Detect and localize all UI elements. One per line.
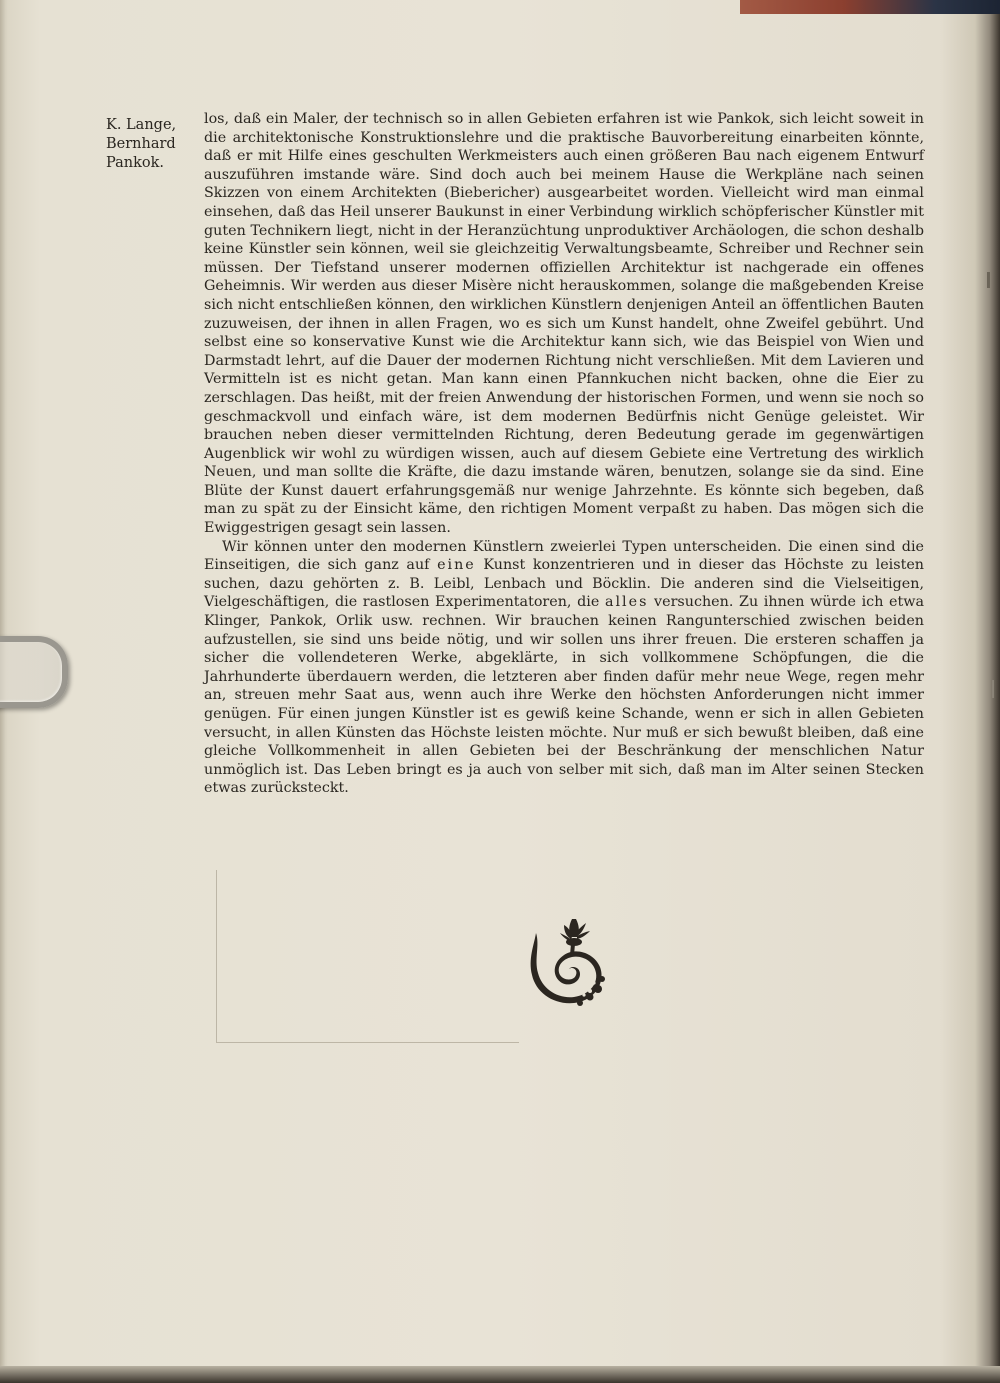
paragraph-1: los, daß ein Maler, der technisch so in allen Gebieten erfahren ist wie Pankok, sich leicht soweit in die architektonische Konstruktionslehre und die praktische Bauvorbereitung einarbeiten könnte, daß er mit Hilfe eines geschulten Werkmeisters auch einen größeren Bau nach eigenem Entwurf auszuführen imstande wäre. Sind doch auch bei meinem Hause die Werkpläne nach seinen Skizzen von einem Architekten (Biebericher) ausgearbeitet worden. Vielleicht wird man einmal einsehen, daß das Heil unserer Baukunst in einer Verbindung wirklich schöpferischer Künstler mit guten Technikern liegt, nicht in der Heranzüchtung unproduktiver Archäologen, die schon deshalb keine Künstler sein können, weil sie gleichzeitig Verwaltungsbeamte, Schreiber und Rechner sein müssen. Der Tiefstand unserer modernen offiziellen Architektur ist nachgerade ein offenes Geheimnis. Wir werden aus dieser Misère nicht herauskommen, solange die maßgebenden Kreise sich nicht entschließen können, den wirklichen Künstlern denjenigen Anteil an öffentlichen Bauten zuzuweisen, der ihnen in allen Fragen, wo es sich um Kunst handelt, ohne Zweifel gebührt. Und selbst eine so konservative Kunst wie die Architektur kann sich, wie das Beispiel von Wien und Darmstadt lehrt, auf die Dauer der modernen Richtung nicht verschließen. Mit dem Lavieren und Vermitteln ist es nicht getan. Man kann einen Pfannkuchen nicht backen, ohne die Eier zu zerschlagen. Das heißt, mit der freien Anwendung der historischen Formen, und wenn sie noch so geschmackvoll und einfach wäre, ist dem modernen Bedürfnis nicht Genüge geleistet. Wir brauchen neben dieser vermittelnden Richtung, deren Bedeutung gerade im gegenwärtigen Augenblick wir wohl zu würdigen wissen, auch auf diesem Gebiete eine Vertretung des wirklich Neuen, und man sollte die Kräfte, die dazu imstande wären, benutzen, solange sie da sind. Eine Blüte der Kunst dauert erfahrungsgemäß nur wenige Jahrzehnte. Es könnte sich begeben, daß man zu spät zu der Einsicht käme, den richtigen Moment verpaßt zu haben. Das mögen sich die Ewiggestrigen gesagt sein lassen. <box>204 111 924 537</box>
binding-cover-edge <box>740 0 1000 14</box>
emphasis-eine: eine <box>437 557 476 574</box>
margin-subject-last: Pankok. <box>106 155 164 171</box>
paragraph-2-text: Kunst konzentrieren und in dieser das Höchste zu leisten suchen, dazu gehörten z. B. Leibl, Lenbach und Böcklin. Die anderen sind die Vielseitigen, Vielgeschäftigen, die rastlosen Experimentatoren, die <box>204 557 924 611</box>
emphasis-alles: alles <box>604 594 649 611</box>
paragraph-2-text: versuchen. Zu ihnen würde ich etwa Klinger, Pankok, Orlik usw. rechnen. Wir brauchen keinen Rangunterschied zwischen beiden aufzustellen, sie sind uns beide nötig, und wir sollen uns ihrer freuen. Die ersteren schaffen ja sicher die vollendeteren Werke, abgeklärte, in sich vollkommene Schöpfungen, die die Jahrhunderte überdauern werden, die letzteren aber finden dafür mehr neue Wege, regen mehr an, streuen mehr Saat aus, wenn auch ihre Werke den höchsten Anforderungen nicht immer genügen. Für einen jungen Künstler ist es gewiß keine Schande, wenn er sich in allen Gebieten versucht, in allen Künsten das Höchste leisten möchte. Nur muß er sich bewußt bleiben, daß eine gleiche Vollkommenheit in allen Gebieten bei der Beschränkung der menschlichen Natur unmöglich ist. Das Leben bringt es ja auch von selber mit sich, daß man im Alter seinen Stecken etwas zurücksteckt. <box>204 594 925 797</box>
paragraph-2-text: Wir können unter den modernen Künstlern zweierlei Typen unterscheiden. Die einen sind die Einseitigen, die sich ganz auf <box>204 538 924 574</box>
faint-show-through-frame <box>216 870 519 1043</box>
article-body <box>204 110 924 798</box>
running-margin-heading <box>106 116 196 173</box>
paragraph-2 <box>204 538 924 798</box>
spiral-flower-ornament-icon <box>528 915 606 1007</box>
page-bottom-edge <box>0 1366 1000 1383</box>
margin-author: K. Lange, <box>106 117 177 133</box>
page-margin-mark <box>992 680 994 698</box>
margin-subject-first: Bernhard <box>106 136 176 152</box>
paper-clip-icon <box>0 636 68 708</box>
page-margin-mark <box>987 272 990 288</box>
